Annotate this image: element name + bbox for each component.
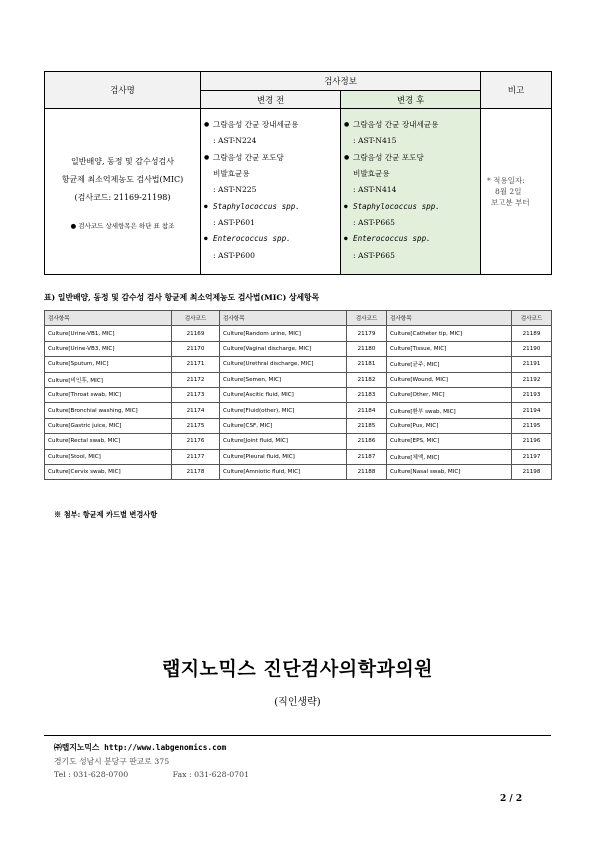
detail-cell-item: Culture[Fluid(other), MIC]: [220, 403, 347, 418]
list-item-code: : AST-P600: [213, 250, 255, 260]
list-item-code: : AST-N415: [353, 136, 397, 146]
detail-cell-code: 21170: [172, 341, 220, 356]
detail-cell-item: Culture[CSF, MIC]: [220, 418, 347, 433]
after-cell: [341, 109, 481, 275]
detail-cell-item: Culture[체액, MIC]: [387, 449, 512, 464]
remark-line: * 적용일자:: [487, 176, 525, 185]
detail-cell-code: 21192: [512, 372, 552, 387]
header-test-info: 검사정보: [201, 72, 481, 91]
detail-cell-item: Culture[Throat swab, MIC]: [45, 387, 172, 402]
detail-cell-code: 21196: [512, 434, 552, 449]
detail-table-caption: 표) 일반배양, 동정 및 감수성 검사 항균제 최소억제농도 검사법(MIC) 상세항목: [44, 293, 320, 302]
detail-cell-code: 21198: [512, 464, 552, 479]
list-item-code: : AST-N414: [353, 185, 397, 195]
table-row: [45, 341, 552, 356]
test-name-note: ● 검사코드 상세항목은 하단 표 참조: [70, 221, 175, 230]
detail-cell-code: 21182: [347, 372, 387, 387]
detail-cell-item: Culture[Urine-VB1, MIC]: [45, 326, 172, 341]
list-item: ● Staphylococcus spp.: [353, 199, 480, 215]
detail-cell-code: 21195: [512, 418, 552, 433]
test-name-line: (검사코드: 21169-21198): [74, 192, 171, 202]
footer-fax: Fax : 031-628-0701: [172, 770, 250, 779]
list-item: ● Enterococcus spp.: [213, 231, 340, 247]
detail-cell-item: Culture[Ascitic fluid, MIC]: [220, 387, 347, 402]
detail-cell-item: Culture[Stool, MIC]: [45, 449, 172, 464]
detail-header-item: 검사항목: [387, 311, 512, 326]
detail-cell-code: 21189: [512, 326, 552, 341]
list-item: ● 그람음성 간균 포도당: [353, 150, 480, 166]
list-item: ● 그람음성 간균 장내세균용: [353, 117, 480, 133]
detail-cell-code: 21174: [172, 403, 220, 418]
list-item: ● Enterococcus spp.: [353, 231, 480, 247]
detail-cell-code: 21187: [347, 449, 387, 464]
table-row: [45, 387, 552, 402]
detail-header-code: 검사코드: [172, 311, 220, 326]
list-item-code: : AST-N224: [213, 136, 257, 146]
table-row: [45, 464, 552, 479]
detail-cell-item: Culture[Nasal swab, MIC]: [387, 464, 512, 479]
detail-cell-item: Culture[Pus, MIC]: [387, 418, 512, 433]
test-name-cell: [45, 109, 201, 275]
detail-cell-item: Culture[Pleural fluid, MIC]: [220, 449, 347, 464]
detail-cell-item: Culture[비인후, MIC]: [45, 372, 172, 387]
detail-table-body: [45, 311, 552, 480]
detail-cell-code: 21197: [512, 449, 552, 464]
footer-company-url: ㈜랩지노믹스 http://www.labgenomics.com: [54, 743, 227, 752]
detail-header-item: 검사항목: [45, 311, 172, 326]
table-row: [45, 403, 552, 418]
list-item-sub: 비발효균용: [213, 169, 250, 179]
remark-cell: [481, 109, 552, 275]
after-list: [341, 113, 480, 270]
detail-cell-code: 21179: [347, 326, 387, 341]
detail-cell-item: Culture[Joint fluid, MIC]: [220, 434, 347, 449]
detail-cell-code: 21193: [512, 387, 552, 402]
detail-cell-code: 21190: [512, 341, 552, 356]
detail-cell-code: 21183: [347, 387, 387, 402]
detail-cell-code: 21185: [347, 418, 387, 433]
before-cell: [201, 109, 341, 275]
table-row: [45, 372, 552, 387]
detail-header-code: 검사코드: [347, 311, 387, 326]
before-list: [201, 113, 340, 270]
detail-cell-code: 21184: [347, 403, 387, 418]
detail-header-item: 검사항목: [220, 311, 347, 326]
detail-cell-item: Culture[Urethral discharge, MIC]: [220, 357, 347, 372]
detail-cell-item: Culture[Other, MIC]: [387, 387, 512, 402]
list-item-sub: 비발효균용: [353, 169, 390, 179]
table-row: [45, 449, 552, 464]
detail-cell-code: 21171: [172, 357, 220, 372]
remark-line: 보고분 부터: [491, 198, 530, 207]
detail-table-header-row: [45, 311, 552, 326]
footer-address: 경기도 성남시 분당구 판교로 375: [54, 757, 170, 766]
header-remark: 비고: [481, 72, 552, 109]
detail-cell-item: Culture[균주, MIC]: [387, 357, 512, 372]
header-after: 변경 후: [341, 91, 481, 109]
detail-cell-item: Culture[Random urine, MIC]: [220, 326, 347, 341]
table-row: [45, 418, 552, 433]
list-item-code: : AST-N225: [213, 185, 257, 195]
detail-header-code: 검사코드: [512, 311, 552, 326]
detail-cell-item: Culture[Catheter tip, MIC]: [387, 326, 512, 341]
detail-cell-code: 21188: [347, 464, 387, 479]
detail-cell-item: Culture[Bronchial washing, MIC]: [45, 403, 172, 418]
test-name-line: 일반배양, 동정 및 감수성검사: [71, 156, 174, 166]
table-row: [45, 357, 552, 372]
footer-contact: [54, 770, 249, 779]
detail-cell-item: Culture[Urine-VB3, MIC]: [45, 341, 172, 356]
detail-cell-item: Culture[환부 swab, MIC]: [387, 403, 512, 418]
detail-cell-code: 21172: [172, 372, 220, 387]
detail-cell-item: Culture[Tissue, MIC]: [387, 341, 512, 356]
test-name-line: 항균제 최소억제농도 검사법(MIC): [61, 174, 184, 184]
table-row: [45, 326, 552, 341]
seal-omitted: (직인생략): [274, 697, 321, 708]
detail-cell-code: 21176: [172, 434, 220, 449]
detail-cell-item: Culture[Amniotic fluid, MIC]: [220, 464, 347, 479]
test-info-table: [44, 71, 552, 275]
list-item-code: : AST-P665: [353, 217, 395, 227]
detail-cell-item: Culture[Vaginal discharge, MIC]: [220, 341, 347, 356]
detail-cell-code: 21173: [172, 387, 220, 402]
detail-cell-code: 21186: [347, 434, 387, 449]
list-item: ● 그람음성 간균 장내세균용: [213, 117, 340, 133]
table-row: [45, 434, 552, 449]
footer-tel: Tel : 031-628-0700: [54, 770, 129, 779]
list-item: ● 그람음성 간균 포도당: [213, 150, 340, 166]
detail-cell-code: 21178: [172, 464, 220, 479]
detail-cell-item: Culture[Semen, MIC]: [220, 372, 347, 387]
detail-cell-item: Culture[Rectal swab, MIC]: [45, 434, 172, 449]
detail-cell-code: 21191: [512, 357, 552, 372]
detail-cell-code: 21169: [172, 326, 220, 341]
header-test-name: 검사명: [45, 72, 201, 109]
detail-cell-item: Culture[Wound, MIC]: [387, 372, 512, 387]
detail-cell-item: Culture[Cervix swab, MIC]: [45, 464, 172, 479]
detail-cell-code: 21181: [347, 357, 387, 372]
header-before: 변경 전: [201, 91, 341, 109]
detail-cell-item: Culture[Gastric juice, MIC]: [45, 418, 172, 433]
detail-table: [44, 310, 552, 480]
detail-cell-code: 21175: [172, 418, 220, 433]
remark-line: 8월 2일: [495, 187, 522, 196]
detail-cell-code: 21177: [172, 449, 220, 464]
company-name: 랩지노믹스 진단검사의학과의원: [161, 658, 434, 680]
detail-cell-code: 21180: [347, 341, 387, 356]
list-item-code: : AST-P665: [353, 250, 395, 260]
detail-cell-item: Culture[EPS, MIC]: [387, 434, 512, 449]
list-item-code: : AST-P601: [213, 217, 255, 227]
page-number: 2 / 2: [500, 794, 523, 804]
list-item: ● Staphylococcus spp.: [213, 199, 340, 215]
detail-cell-code: 21194: [512, 403, 552, 418]
detail-cell-item: Culture[Sputum, MIC]: [45, 357, 172, 372]
attachment-note: ※ 첨부: 항균제 카드별 변경사항: [54, 510, 158, 519]
footer-divider: [44, 735, 551, 736]
